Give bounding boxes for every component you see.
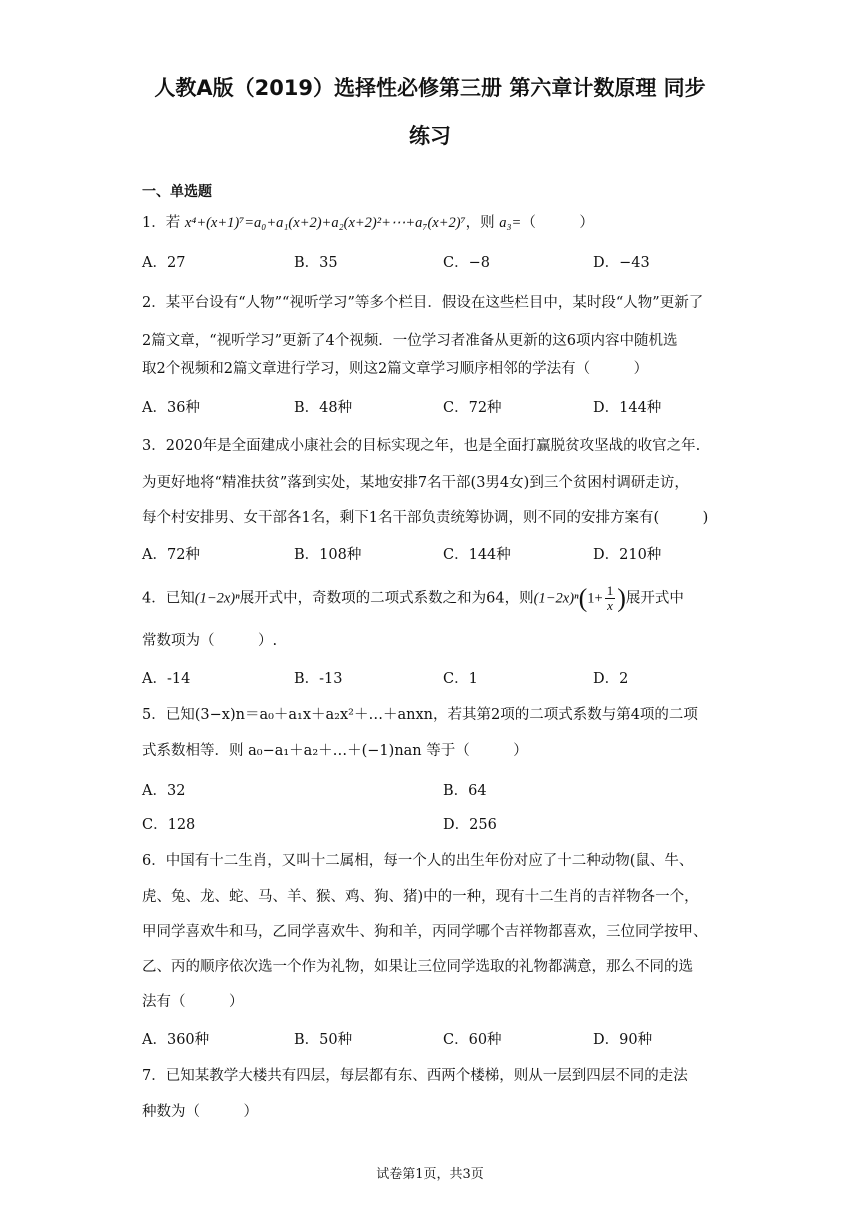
- option-a: A．360种: [142, 1032, 210, 1048]
- question-1: [142, 214, 722, 232]
- question-formula: x⁴+(x+1)⁷=a₀+a₁(x+2)+a₂(x+2)²+⋯+a₇(x+2)⁷: [184, 215, 466, 231]
- answer-paren: （ ）: [521, 215, 594, 231]
- formula-paren: ): [617, 583, 626, 613]
- option-a: A．27: [142, 255, 186, 271]
- option-a: A．36种: [142, 400, 200, 416]
- question-text: 为更好地将“精准扶贫”落到实处，某地安排7名干部(3男4女)到三个贫困村调研走访，: [142, 475, 689, 491]
- formula-paren: (: [578, 583, 588, 613]
- question-number: 5．: [142, 707, 166, 723]
- option-b: B．108种: [294, 547, 362, 563]
- option-d: D．2: [593, 671, 629, 687]
- page-footer: 试卷第1页，共3页: [376, 1167, 484, 1182]
- document-title-line1: 人教A版（2019）选择性必修第三册 第六章计数原理 同步: [154, 76, 706, 100]
- question-text: 虎、兔、龙、蛇、马、羊、猴、鸡、狗、猪)中的一种，现有十二生肖的吉祥物各一个，: [142, 889, 699, 905]
- option-a: A．32: [142, 783, 186, 799]
- question-text: 每个村安排男、女干部各1名，剩下1名干部负责统筹协调，则不同的安排方案有( ): [142, 510, 709, 526]
- section-heading: 一、单选题: [142, 184, 212, 200]
- question-text: 若: [165, 215, 181, 231]
- question-formula: (1−2x)ⁿ: [533, 590, 579, 607]
- question-text: 取2个视频和2篇文章进行学习，则这2篇文章学习顺序相邻的学法有（ ）: [142, 361, 649, 377]
- question-number: 1．: [142, 215, 166, 231]
- option-a: A．72种: [142, 547, 200, 563]
- formula-one: 1+: [587, 590, 603, 607]
- question-5: [142, 706, 722, 724]
- question-formula: a₃=: [499, 215, 522, 231]
- formula-fraction: [605, 584, 616, 613]
- option-d: D．144种: [593, 400, 662, 416]
- question-text: 式系数相等．则 a₀−a₁＋a₂＋…＋(−1)nan 等于（ ）: [142, 743, 528, 759]
- question-text: 某平台设有“人物”“视听学习”等多个栏目．假设在这些栏目中，某时段“人物”更新了: [165, 295, 704, 311]
- question-text: 2020年是全面建成小康社会的目标实现之年，也是全面打赢脱贫攻坚战的收官之年.: [165, 438, 701, 454]
- option-d: D．210种: [593, 547, 662, 563]
- question-number: 2．: [142, 295, 166, 311]
- question-text: 已知某教学大楼共有四层，每层都有东、西两个楼梯，则从一层到四层不同的走法: [165, 1068, 688, 1084]
- option-c: C．144种: [443, 547, 511, 563]
- option-a: A．-14: [142, 671, 191, 687]
- option-d: D．256: [443, 817, 497, 833]
- question-number: 6．: [142, 853, 166, 869]
- question-text: 常数项为（ ）.: [142, 633, 278, 649]
- question-6: [142, 852, 722, 870]
- option-b: B．-13: [294, 671, 343, 687]
- fraction-denominator: x: [607, 598, 613, 613]
- question-number: 7．: [142, 1068, 166, 1084]
- question-formula: (1−2x)ⁿ: [194, 590, 240, 607]
- question-text: 已知: [165, 590, 195, 607]
- question-text: 2篇文章，“视听学习”更新了4个视频．一位学习者准备从更新的这6项内容中随机选: [142, 333, 678, 349]
- question-number: 3．: [142, 438, 166, 454]
- option-b: B．64: [443, 783, 487, 799]
- question-text: 已知(3−x)n＝a₀＋a₁x＋a₂x²＋…＋anxn，若其第2项的二项式系数与第4项的二项: [165, 707, 698, 723]
- question-4: [142, 584, 722, 613]
- question-7: [142, 1067, 722, 1085]
- document-title-line2: 练习: [409, 124, 451, 148]
- option-b: B．48种: [294, 400, 353, 416]
- option-c: C．−8: [443, 255, 490, 271]
- question-text: 甲同学喜欢牛和马，乙同学喜欢牛、狗和羊，丙同学哪个吉祥物都喜欢，三位同学按甲、: [142, 924, 708, 940]
- question-text: 中国有十二生肖，又叫十二属相，每一个人的出生年份对应了十二种动物(鼠、牛、: [165, 853, 694, 869]
- option-c: C．60种: [443, 1032, 502, 1048]
- question-text: 乙、丙的顺序依次选一个作为礼物，如果让三位同学选取的礼物都满意，那么不同的选: [142, 959, 693, 975]
- question-text: 种数为（ ）: [142, 1104, 258, 1120]
- option-b: B．50种: [294, 1032, 353, 1048]
- option-c: C．1: [443, 671, 478, 687]
- question-number: 4．: [142, 590, 166, 607]
- option-d: D．−43: [593, 255, 650, 271]
- question-2: [142, 294, 722, 312]
- question-text: 展开式中，奇数项的二项式系数之和为64，则: [239, 590, 534, 607]
- option-c: C．72种: [443, 400, 502, 416]
- option-d: D．90种: [593, 1032, 653, 1048]
- fraction-numerator: 1: [606, 583, 614, 598]
- question-text: 展开式中: [625, 590, 684, 607]
- option-c: C．128: [142, 817, 196, 833]
- option-b: B．35: [294, 255, 338, 271]
- question-3: [142, 437, 722, 455]
- question-text: ，则: [465, 215, 495, 231]
- question-text: 法有（ ）: [142, 994, 244, 1010]
